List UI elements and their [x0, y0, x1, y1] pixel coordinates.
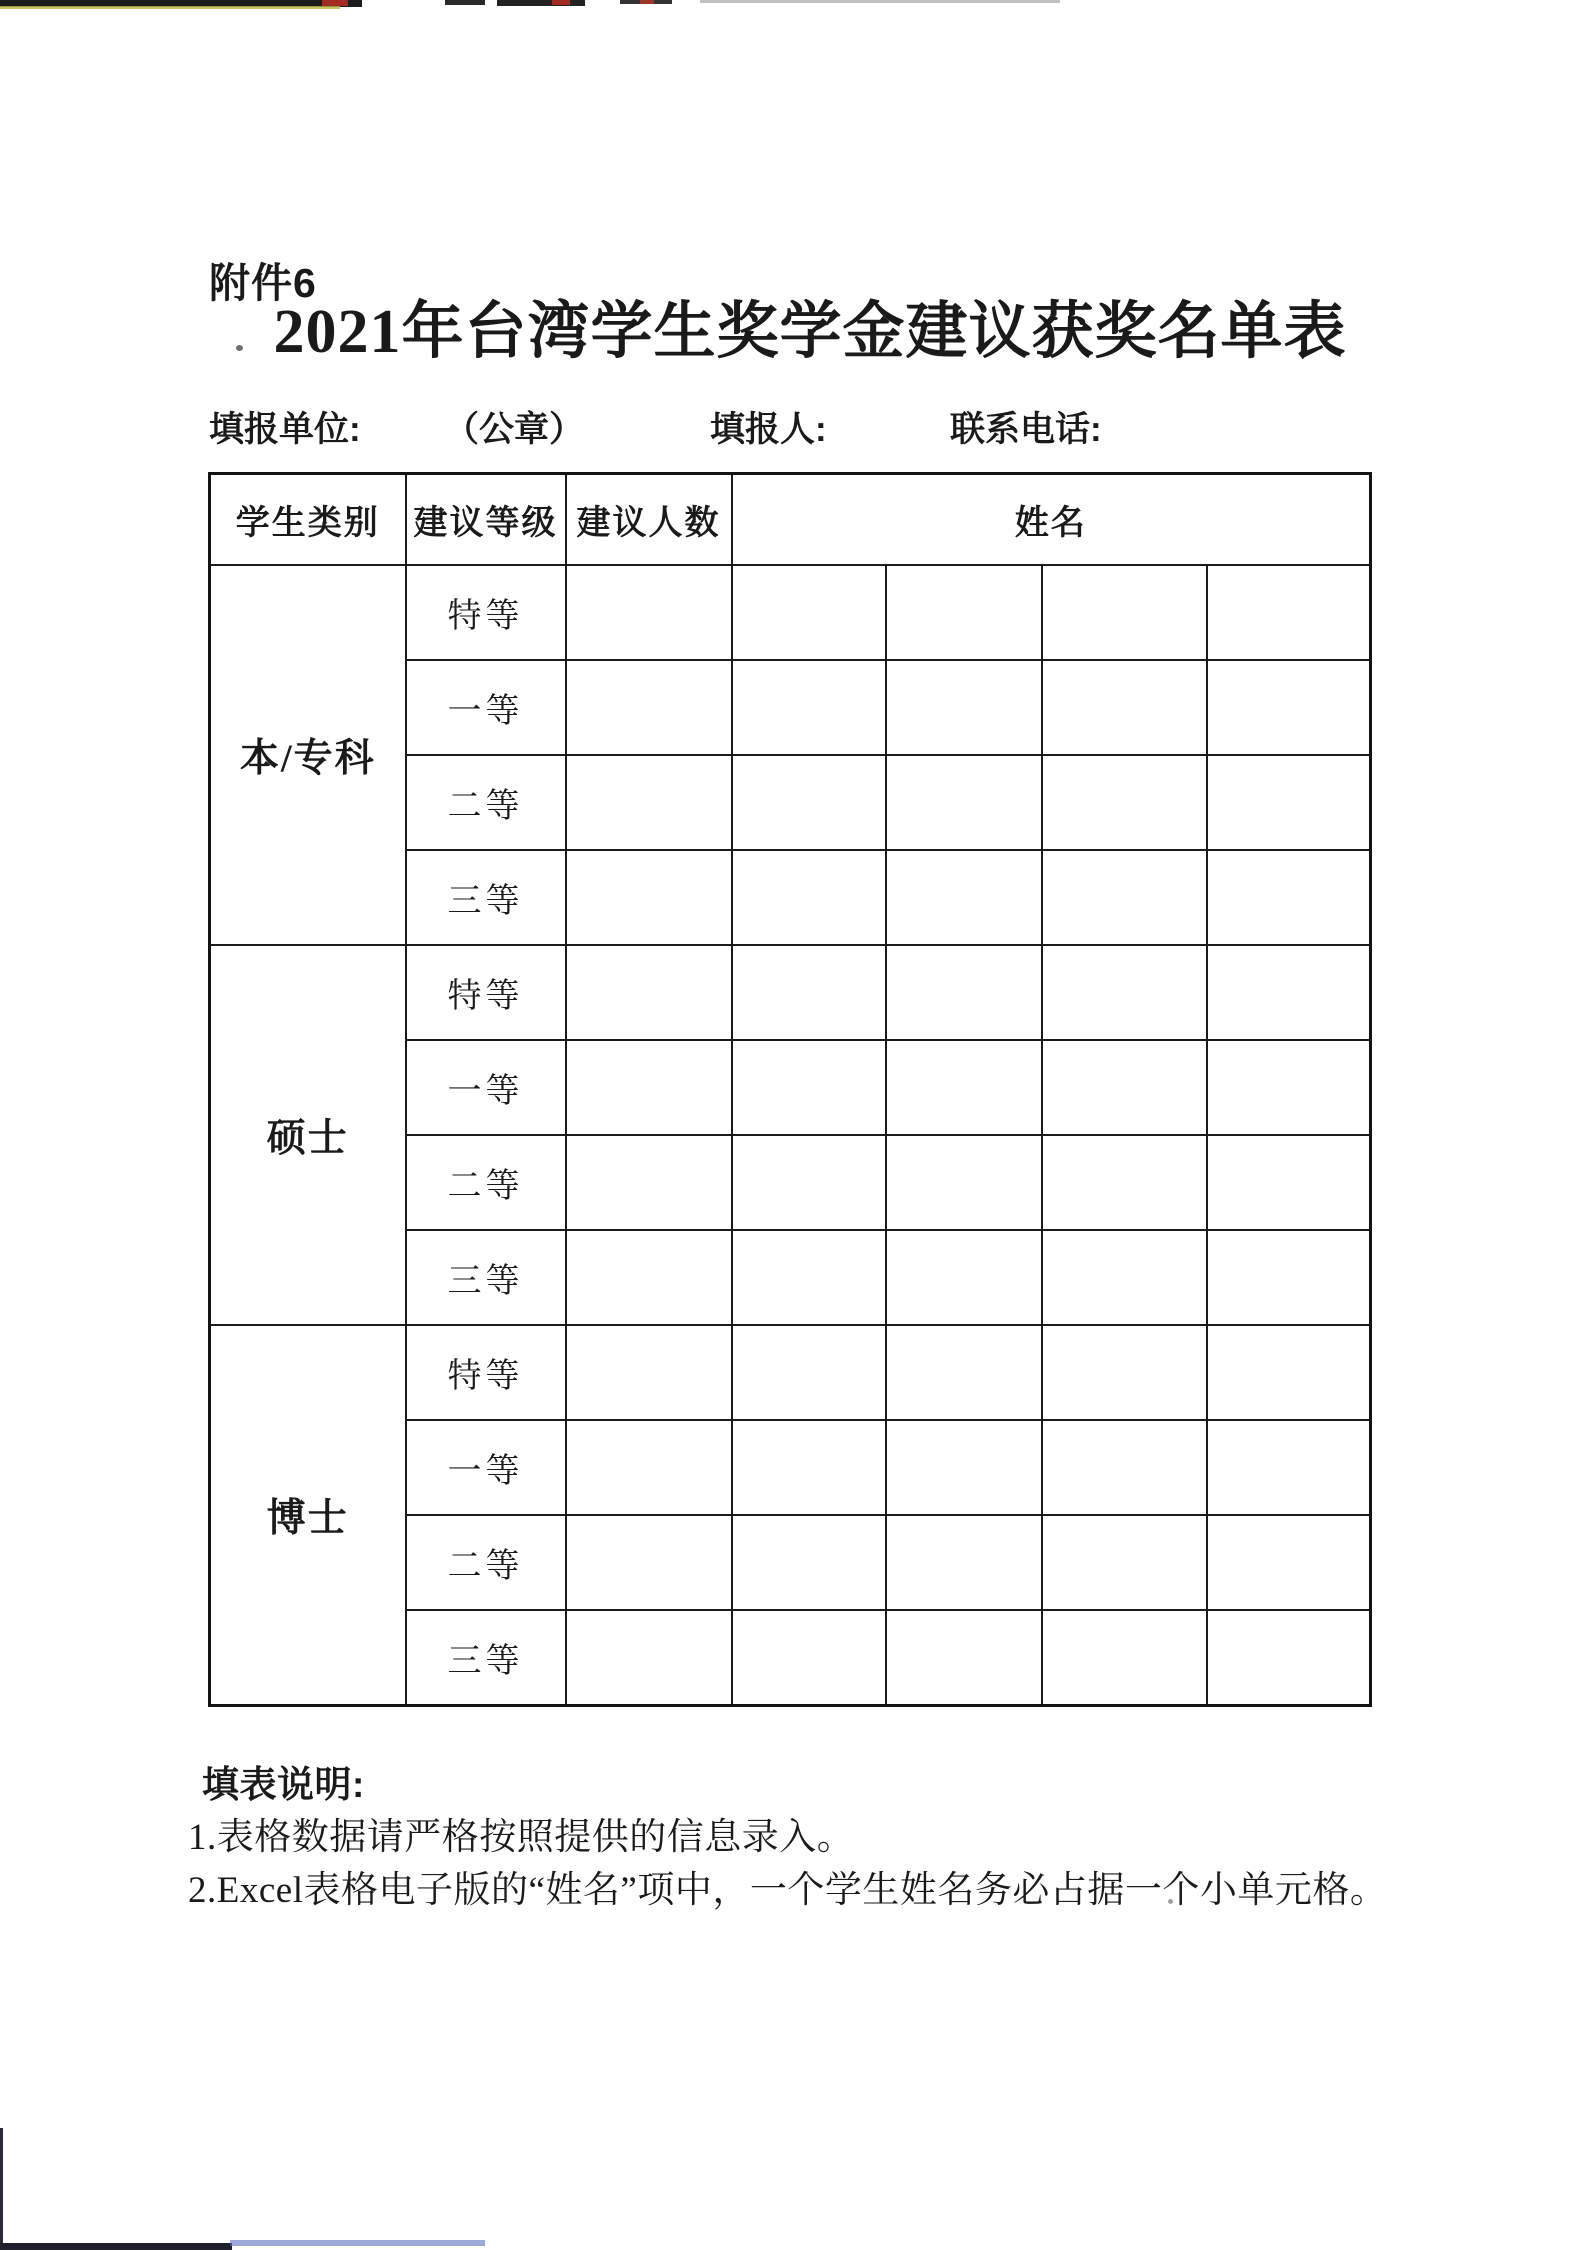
- count-cell: [566, 1420, 732, 1515]
- name-cell: [1207, 1230, 1371, 1325]
- count-cell: [566, 1230, 732, 1325]
- count-cell: [566, 660, 732, 755]
- table-row: [210, 1325, 1371, 1420]
- scan-artifact-top-segment: [497, 0, 585, 6]
- count-cell: [566, 850, 732, 945]
- scan-artifact-left-edge: [0, 2128, 3, 2250]
- name-cell: [886, 1515, 1042, 1610]
- note-item-1: 1.表格数据请严格按照提供的信息录入。: [188, 1817, 855, 1858]
- grade-cell: 一等: [406, 660, 566, 755]
- header-suggested-grade: 建议等级: [406, 474, 566, 566]
- count-cell: [566, 1135, 732, 1230]
- grade-cell: 三等: [406, 1610, 566, 1706]
- header-student-category: 学生类别: [210, 474, 406, 566]
- count-cell: [566, 1610, 732, 1706]
- scan-artifact-red-mark: [640, 0, 654, 4]
- header-suggested-count: 建议人数: [566, 474, 732, 566]
- name-cell: [732, 1610, 886, 1706]
- name-cell: [1042, 945, 1207, 1040]
- count-cell: [566, 1325, 732, 1420]
- official-seal-label: （公章）: [444, 410, 585, 449]
- name-cell: [732, 1230, 886, 1325]
- page-title: 2021年台湾学生奖学金建议获奖名单表: [273, 298, 1347, 366]
- grade-cell: 三等: [406, 850, 566, 945]
- grade-cell: 特等: [406, 1325, 566, 1420]
- table-row: [210, 945, 1371, 1040]
- name-cell: [1042, 1420, 1207, 1515]
- name-cell: [886, 850, 1042, 945]
- fill-in-instructions: [188, 1758, 1387, 1917]
- name-cell: [886, 755, 1042, 850]
- name-cell: [886, 565, 1042, 660]
- scan-artifact-bottom-band: [0, 2243, 232, 2250]
- count-cell: [566, 755, 732, 850]
- table-header-row: [210, 474, 1371, 566]
- count-cell: [566, 1515, 732, 1610]
- name-cell: [732, 1040, 886, 1135]
- name-cell: [1042, 755, 1207, 850]
- count-cell: [566, 1040, 732, 1135]
- name-cell: [1207, 565, 1371, 660]
- grade-cell: 二等: [406, 1135, 566, 1230]
- grade-cell: 特等: [406, 565, 566, 660]
- grade-cell: 二等: [406, 755, 566, 850]
- name-cell: [1042, 1515, 1207, 1610]
- name-cell: [886, 945, 1042, 1040]
- name-cell: [1207, 1325, 1371, 1420]
- grade-cell: 三等: [406, 1230, 566, 1325]
- notes-heading: 填表说明:: [202, 1764, 365, 1805]
- name-cell: [732, 1515, 886, 1610]
- name-cell: [886, 1610, 1042, 1706]
- header-names: 姓名: [732, 474, 1371, 566]
- name-cell: [1207, 660, 1371, 755]
- reporter-label: 填报人:: [710, 410, 827, 449]
- form-fields-line: [0, 402, 1578, 452]
- name-cell: [732, 755, 886, 850]
- name-cell: [1042, 1230, 1207, 1325]
- scan-artifact-red-mark: [552, 0, 570, 5]
- attachment-label: 附件6: [209, 260, 317, 306]
- name-cell: [1042, 850, 1207, 945]
- grade-cell: 二等: [406, 1515, 566, 1610]
- name-cell: [1207, 1135, 1371, 1230]
- name-cell: [1042, 565, 1207, 660]
- name-cell: [886, 1325, 1042, 1420]
- name-cell: [1042, 1610, 1207, 1706]
- count-cell: [566, 945, 732, 1040]
- name-cell: [732, 1420, 886, 1515]
- name-cell: [1042, 1325, 1207, 1420]
- name-cell: [1207, 1420, 1371, 1515]
- name-cell: [886, 1135, 1042, 1230]
- name-cell: [732, 1135, 886, 1230]
- name-cell: [1042, 1135, 1207, 1230]
- table-row: [210, 565, 1371, 660]
- name-cell: [732, 850, 886, 945]
- award-list-table: [208, 472, 1372, 1707]
- name-cell: [732, 565, 886, 660]
- grade-cell: 一等: [406, 1420, 566, 1515]
- name-cell: [732, 945, 886, 1040]
- name-cell: [1207, 1515, 1371, 1610]
- name-cell: [1207, 1040, 1371, 1135]
- name-cell: [732, 1325, 886, 1420]
- note-item-2: 2.Excel表格电子版的“姓名”项中，一个学生姓名务必占据一个小单元格。: [188, 1870, 1388, 1911]
- name-cell: [886, 1040, 1042, 1135]
- scan-artifact-top-segment: [445, 0, 485, 5]
- name-cell: [1042, 660, 1207, 755]
- name-cell: [1207, 850, 1371, 945]
- name-cell: [1207, 945, 1371, 1040]
- name-cell: [886, 660, 1042, 755]
- name-cell: [732, 660, 886, 755]
- reporting-unit-label: 填报单位:: [209, 410, 361, 449]
- category-cell-undergraduate: 本/专科: [210, 565, 406, 945]
- scan-artifact-bottom-blue: [230, 2240, 485, 2246]
- scan-artifact-top-faint: [700, 0, 1060, 3]
- name-cell: [886, 1230, 1042, 1325]
- grade-cell: 一等: [406, 1040, 566, 1135]
- grade-cell: 特等: [406, 945, 566, 1040]
- scan-artifact-top-yellow: [0, 6, 340, 9]
- scan-artifact-red-mark: [322, 0, 348, 6]
- name-cell: [886, 1420, 1042, 1515]
- count-cell: [566, 565, 732, 660]
- name-cell: [1042, 1040, 1207, 1135]
- name-cell: [1207, 1610, 1371, 1706]
- contact-phone-label: 联系电话:: [950, 410, 1102, 449]
- category-cell-master: 硕士: [210, 945, 406, 1325]
- category-cell-doctor: 博士: [210, 1325, 406, 1706]
- name-cell: [1207, 755, 1371, 850]
